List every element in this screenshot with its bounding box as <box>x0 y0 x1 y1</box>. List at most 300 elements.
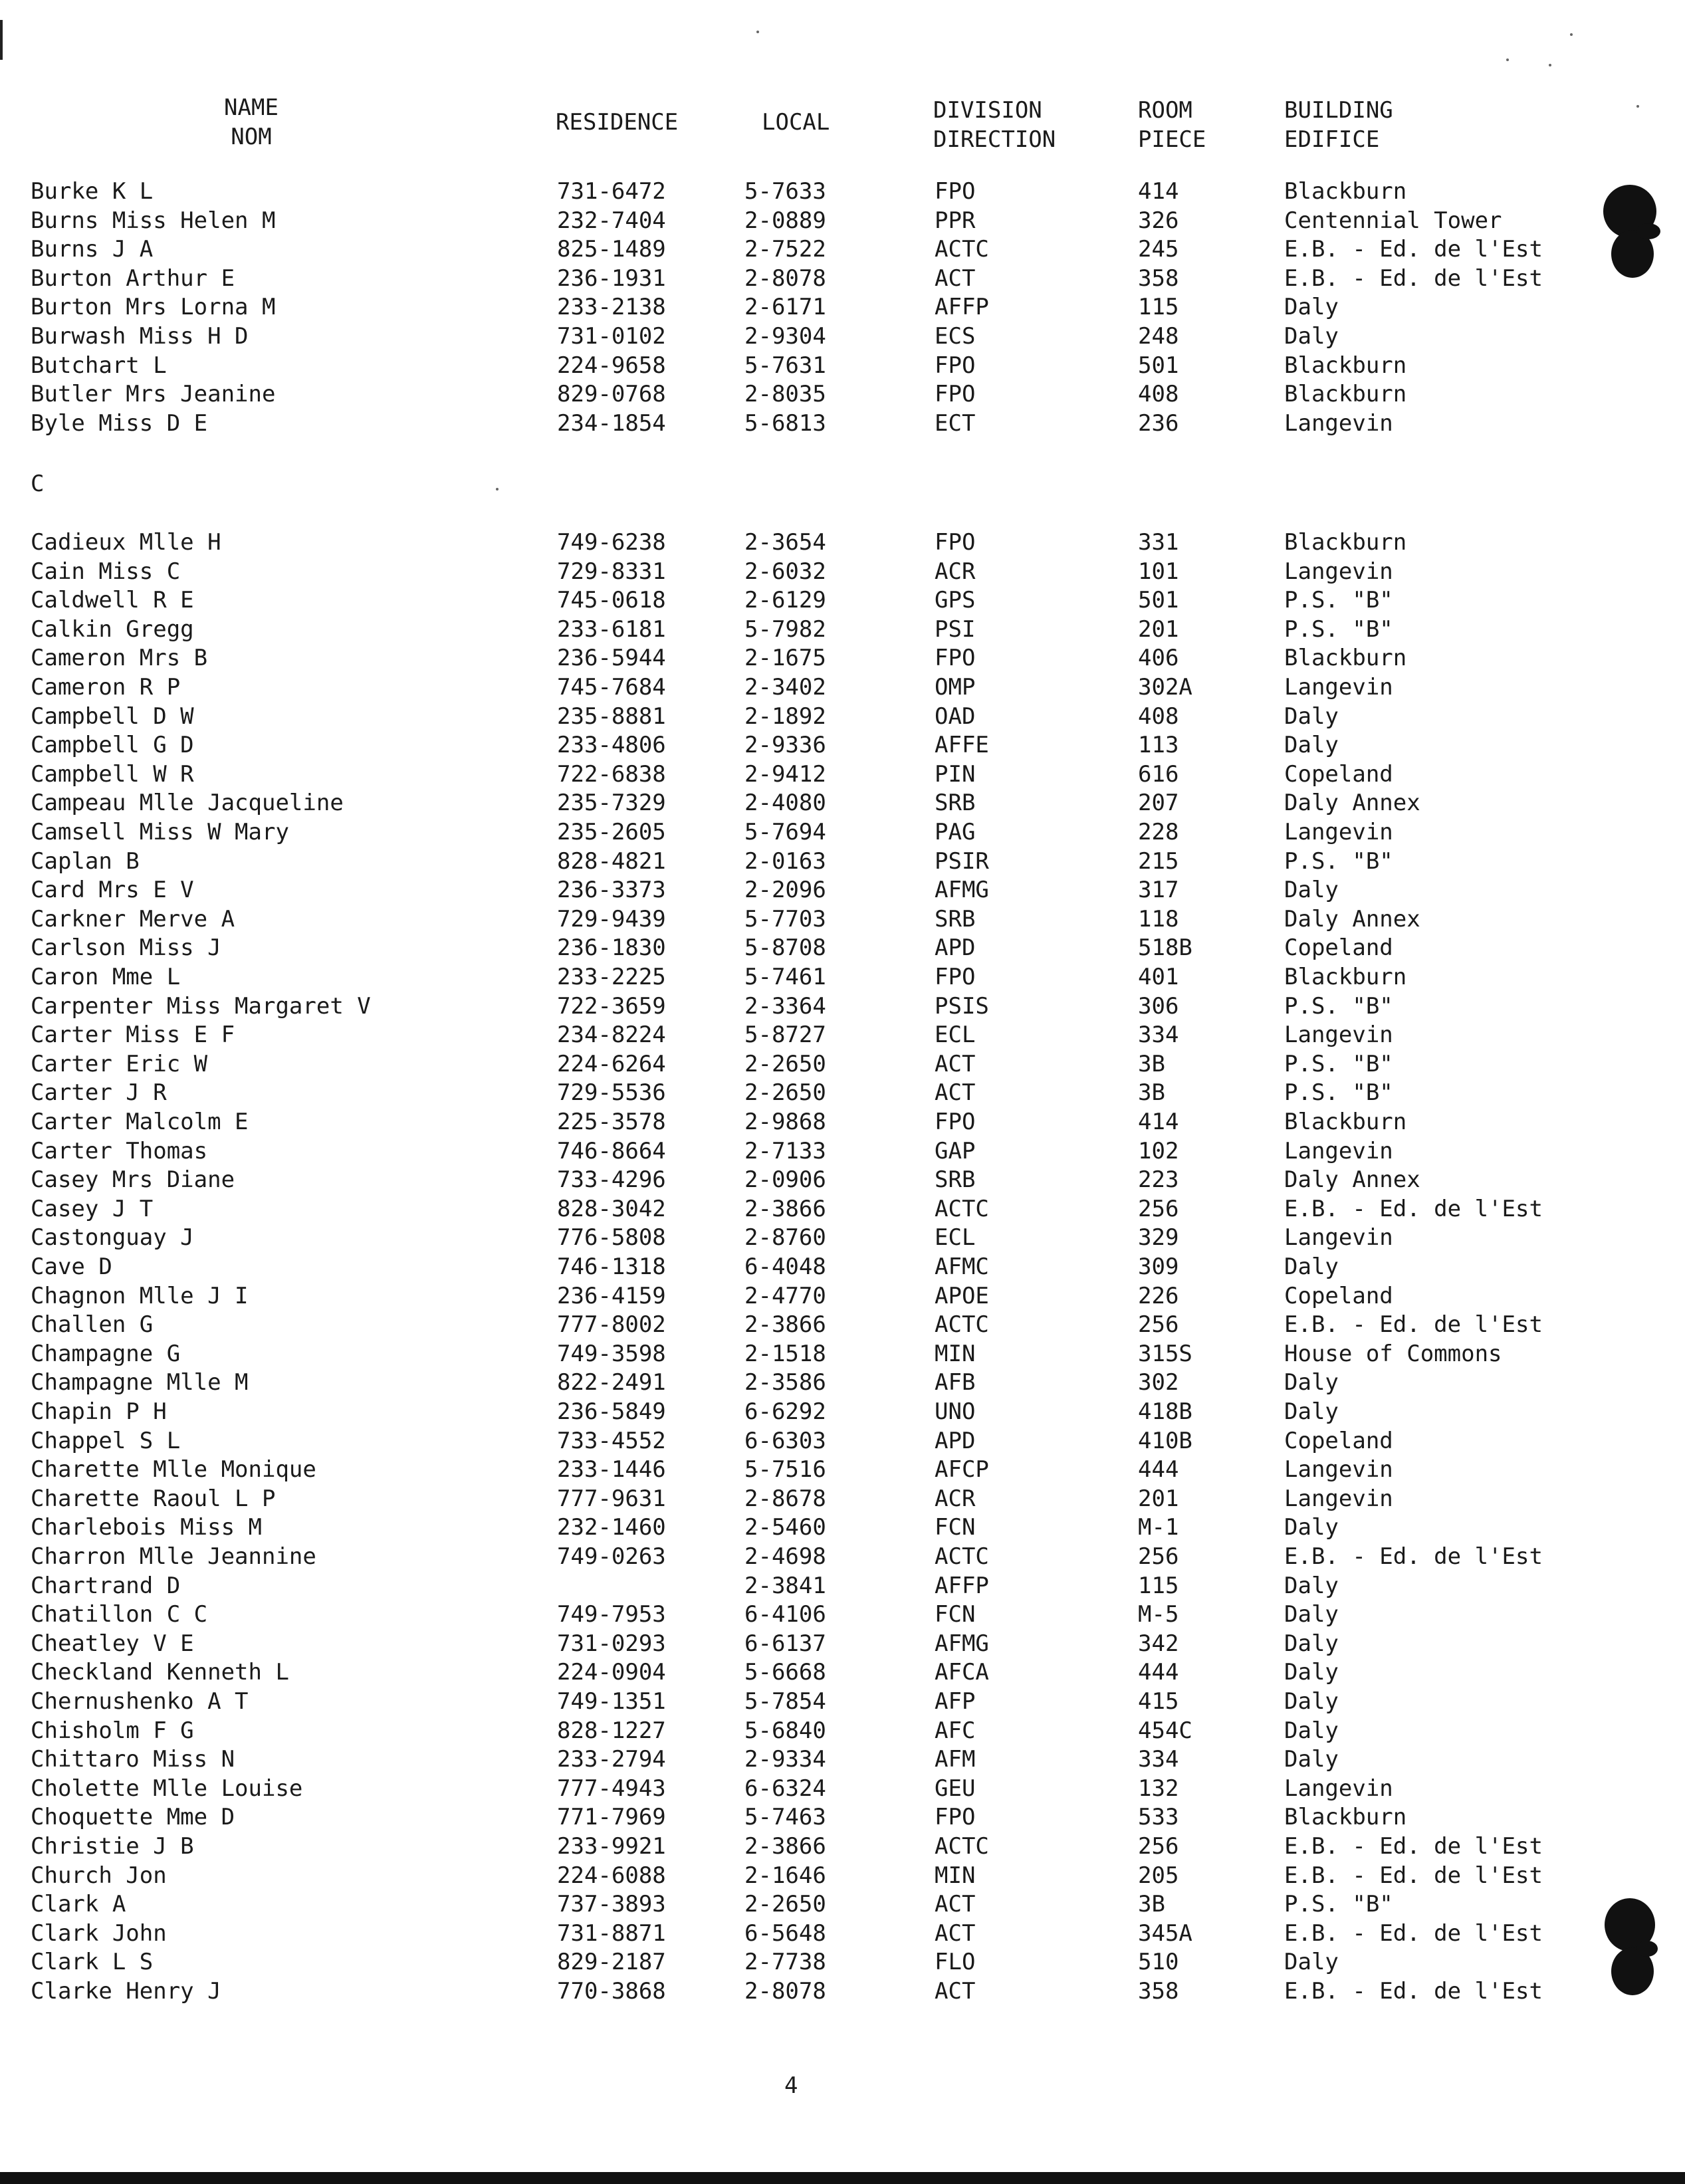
entry-name: Casey J T <box>31 1195 154 1222</box>
entry-name: Clarke Henry J <box>31 1978 221 2005</box>
entry-division: ECL <box>935 1224 976 1252</box>
entry-name: Carlson Miss J <box>31 934 221 962</box>
entry-room: M-5 <box>1138 1601 1179 1628</box>
scan-speck <box>1636 105 1639 108</box>
entry-building: P.S. "B" <box>1284 615 1393 643</box>
entry-room: 132 <box>1138 1775 1179 1802</box>
entry-name: Burwash Miss H D <box>31 323 249 350</box>
entry-building: E.B. - Ed. de l'Est <box>1284 1862 1543 1889</box>
entry-name: Cameron Mrs B <box>31 645 208 672</box>
entry-name: Carter J R <box>31 1079 167 1107</box>
entry-name: Caron Mme L <box>31 964 181 990</box>
entry-local: 2-4698 <box>744 1543 826 1570</box>
entry-name: Clark L S <box>31 1949 154 1976</box>
entry-residence: 737-3893 <box>557 1891 666 1918</box>
entry-residence: 224-0904 <box>557 1659 666 1686</box>
entry-room: 309 <box>1138 1254 1179 1280</box>
entry-building: Blackburn <box>1284 352 1407 379</box>
entry-building: Daly <box>1284 1254 1339 1280</box>
entry-local: 5-6840 <box>744 1717 826 1744</box>
entry-local: 5-8727 <box>744 1022 826 1049</box>
entry-room: 326 <box>1138 207 1179 234</box>
entry-local: 6-6303 <box>744 1427 826 1454</box>
entry-building: Blackburn <box>1284 381 1407 408</box>
entry-room: 401 <box>1138 964 1179 990</box>
entry-name: Burns Miss Helen M <box>31 207 276 234</box>
entry-name: Chartrand D <box>31 1572 181 1599</box>
entry-division: FCN <box>935 1601 976 1628</box>
bottom-scan-bar <box>0 2172 1685 2184</box>
entry-building: Daly <box>1284 703 1339 730</box>
entry-name: Carter Thomas <box>31 1137 208 1164</box>
entry-building: P.S. "B" <box>1284 1079 1393 1107</box>
entry-residence: 722-6838 <box>557 760 666 788</box>
entry-local: 2-2650 <box>744 1050 826 1077</box>
entry-local: 2-3364 <box>744 992 826 1020</box>
entry-division: AFCP <box>935 1456 989 1483</box>
entry-building: Langevin <box>1284 1456 1393 1483</box>
entry-name: Butchart L <box>31 352 167 379</box>
entry-building: Daly <box>1284 877 1339 904</box>
entry-building: Blackburn <box>1284 964 1407 990</box>
entry-residence: 729-5536 <box>557 1079 666 1107</box>
entry-local: 2-2650 <box>744 1079 826 1107</box>
entry-room: 302 <box>1138 1369 1179 1396</box>
entry-room: 414 <box>1138 1109 1179 1135</box>
entry-residence: 235-2605 <box>557 819 666 845</box>
entry-room: 444 <box>1138 1659 1179 1686</box>
entry-room: 118 <box>1138 905 1179 932</box>
entry-local: 2-6032 <box>744 558 826 585</box>
entry-division: ACTC <box>935 1833 989 1860</box>
header-building-fr: EDIFICE <box>1284 126 1380 153</box>
entry-division: FPO <box>935 645 976 672</box>
entry-building: E.B. - Ed. de l'Est <box>1284 1919 1543 1947</box>
header-name-en: NAME <box>224 94 279 121</box>
entry-room: 444 <box>1138 1456 1179 1483</box>
entry-division: AFFP <box>935 1572 989 1599</box>
entry-room: 248 <box>1138 323 1179 350</box>
entry-name: Carter Miss E F <box>31 1022 235 1049</box>
entry-name: Church Jon <box>31 1862 167 1889</box>
entry-residence: 828-3042 <box>557 1195 666 1222</box>
entry-residence: 224-6264 <box>557 1050 666 1077</box>
entry-building: Daly <box>1284 1659 1339 1686</box>
entry-residence: 822-2491 <box>557 1369 666 1396</box>
entry-local: 2-7133 <box>744 1137 826 1164</box>
entry-division: GEU <box>935 1775 976 1802</box>
entry-building: Langevin <box>1284 819 1393 845</box>
entry-name: Champagne G <box>31 1340 181 1367</box>
entry-building: Langevin <box>1284 409 1393 437</box>
entry-room: 3B <box>1138 1891 1165 1918</box>
scan-speck <box>496 488 499 491</box>
entry-name: Charlebois Miss M <box>31 1514 262 1541</box>
entry-local: 2-1518 <box>744 1340 826 1367</box>
entry-building: P.S. "B" <box>1284 847 1393 875</box>
entry-residence: 777-9631 <box>557 1485 666 1512</box>
entry-division: FPO <box>935 964 976 990</box>
entry-building: Copeland <box>1284 760 1393 788</box>
entry-division: ACTC <box>935 236 989 263</box>
entry-local: 5-6813 <box>744 409 826 437</box>
entry-local: 5-7463 <box>744 1804 826 1831</box>
entry-name: Caldwell R E <box>31 587 194 614</box>
entry-name: Burns J A <box>31 236 154 263</box>
entry-residence: 224-6088 <box>557 1862 666 1889</box>
entry-building: Copeland <box>1284 934 1393 962</box>
entry-division: FCN <box>935 1514 976 1541</box>
entry-local: 2-7738 <box>744 1949 826 1976</box>
entry-name: Champagne Mlle M <box>31 1369 249 1396</box>
entry-division: SRB <box>935 905 976 932</box>
entry-division: APD <box>935 934 976 962</box>
entry-name: Carkner Merve A <box>31 905 235 932</box>
entry-division: FPO <box>935 381 976 408</box>
entry-residence: 234-8224 <box>557 1022 666 1049</box>
header-local: LOCAL <box>762 109 830 136</box>
entry-residence: 233-4806 <box>557 732 666 759</box>
entry-building: E.B. - Ed. de l'Est <box>1284 1543 1543 1570</box>
entry-building: Daly <box>1284 294 1339 321</box>
entry-room: 201 <box>1138 615 1179 643</box>
entry-residence: 731-6472 <box>557 178 666 205</box>
entry-local: 5-7633 <box>744 178 826 205</box>
entry-division: OMP <box>935 674 976 701</box>
entry-local: 2-9334 <box>744 1746 826 1773</box>
entry-name: Campeau Mlle Jacqueline <box>31 790 344 817</box>
entry-local: 5-7854 <box>744 1688 826 1715</box>
entry-building: E.B. - Ed. de l'Est <box>1284 1311 1543 1339</box>
entry-room: 501 <box>1138 587 1179 614</box>
entry-room: 415 <box>1138 1688 1179 1715</box>
entry-division: AFFE <box>935 732 989 759</box>
entry-local: 2-0889 <box>744 207 826 234</box>
entry-division: ECL <box>935 1022 976 1049</box>
entry-building: Daly Annex <box>1284 790 1420 817</box>
header-building-en: BUILDING <box>1284 97 1393 124</box>
scan-edge-mark <box>0 20 3 60</box>
entry-building: Daly <box>1284 1630 1339 1657</box>
entry-name: Castonguay J <box>31 1224 194 1252</box>
entry-residence: 236-1830 <box>557 934 666 962</box>
entry-room: 256 <box>1138 1195 1179 1222</box>
entry-building: Langevin <box>1284 1775 1393 1802</box>
entry-local: 2-8035 <box>744 381 826 408</box>
entry-division: ACTC <box>935 1543 989 1570</box>
entry-building: Langevin <box>1284 558 1393 585</box>
entry-room: 205 <box>1138 1862 1179 1889</box>
entry-division: ACT <box>935 1891 976 1918</box>
entry-division: AFMG <box>935 877 989 904</box>
entry-name: Burton Arthur E <box>31 265 235 292</box>
entry-building: Copeland <box>1284 1282 1393 1309</box>
entry-residence: 749-1351 <box>557 1688 666 1715</box>
entry-residence: 828-4821 <box>557 847 666 875</box>
entry-residence: 776-5808 <box>557 1224 666 1252</box>
entry-residence: 233-2794 <box>557 1746 666 1773</box>
entry-local: 2-2096 <box>744 877 826 904</box>
entry-residence: 749-6238 <box>557 529 666 556</box>
entry-building: P.S. "B" <box>1284 1050 1393 1077</box>
header-room-en: ROOM <box>1138 97 1192 124</box>
entry-building: Blackburn <box>1284 529 1407 556</box>
entry-local: 2-1675 <box>744 645 826 672</box>
entry-room: 510 <box>1138 1949 1179 1976</box>
entry-local: 5-7631 <box>744 352 826 379</box>
entry-division: ACR <box>935 1485 976 1512</box>
entry-residence: 232-1460 <box>557 1514 666 1541</box>
entry-building: Centennial Tower <box>1284 207 1502 234</box>
entry-local: 2-0906 <box>744 1166 826 1194</box>
entry-division: AFMG <box>935 1630 989 1657</box>
entry-residence: 235-7329 <box>557 790 666 817</box>
entry-division: MIN <box>935 1862 976 1889</box>
entry-division: PSI <box>935 615 976 643</box>
entry-local: 2-8078 <box>744 1978 826 2005</box>
entry-local: 5-7982 <box>744 615 826 643</box>
entry-room: 201 <box>1138 1485 1179 1512</box>
entry-residence: 236-1931 <box>557 265 666 292</box>
entry-room: 302A <box>1138 674 1192 701</box>
entry-division: APOE <box>935 1282 989 1309</box>
entry-building: Daly Annex <box>1284 905 1420 932</box>
entry-room: 501 <box>1138 352 1179 379</box>
entry-room: 358 <box>1138 1978 1179 2005</box>
entry-building: Daly <box>1284 1717 1339 1744</box>
entry-division: AFC <box>935 1717 976 1744</box>
entry-building: P.S. "B" <box>1284 587 1393 614</box>
entry-name: Clark John <box>31 1919 167 1947</box>
entry-residence: 233-2138 <box>557 294 666 321</box>
entry-room: 358 <box>1138 265 1179 292</box>
entry-building: Daly <box>1284 732 1339 759</box>
scan-speck <box>1549 64 1551 66</box>
entry-local: 2-2650 <box>744 1891 826 1918</box>
entry-division: PIN <box>935 760 976 788</box>
entry-division: PPR <box>935 207 976 234</box>
entry-name: Checkland Kenneth L <box>31 1659 289 1686</box>
entry-building: Blackburn <box>1284 1109 1407 1135</box>
entry-residence: 232-7404 <box>557 207 666 234</box>
header-room <box>1138 96 1206 154</box>
entry-room: 315S <box>1138 1340 1192 1367</box>
entry-residence: 829-0768 <box>557 381 666 408</box>
entry-division: ACTC <box>935 1195 989 1222</box>
entry-room: M-1 <box>1138 1514 1179 1541</box>
entry-name: Burke K L <box>31 178 154 205</box>
entry-residence: 746-8664 <box>557 1137 666 1164</box>
entry-local: 2-7522 <box>744 236 826 263</box>
entry-division: FPO <box>935 352 976 379</box>
entry-division: FPO <box>935 529 976 556</box>
entry-residence: 731-0102 <box>557 323 666 350</box>
entry-residence: 233-6181 <box>557 615 666 643</box>
entry-building: Daly Annex <box>1284 1166 1420 1194</box>
entry-name: Cadieux Mlle H <box>31 529 221 556</box>
entry-residence: 224-9658 <box>557 352 666 379</box>
entry-division: PSIS <box>935 992 989 1020</box>
entry-residence: 733-4552 <box>557 1427 666 1454</box>
entry-room: 226 <box>1138 1282 1179 1309</box>
entry-room: 410B <box>1138 1427 1192 1454</box>
entry-local: 2-5460 <box>744 1514 826 1541</box>
entry-name: Cholette Mlle Louise <box>31 1775 303 1802</box>
entry-division: FPO <box>935 1109 976 1135</box>
entry-local: 2-3866 <box>744 1195 826 1222</box>
entry-room: 245 <box>1138 236 1179 263</box>
entry-room: 616 <box>1138 760 1179 788</box>
entry-division: ECT <box>935 409 976 437</box>
entry-room: 329 <box>1138 1224 1179 1252</box>
entry-building: Langevin <box>1284 1137 1393 1164</box>
entry-building: House of Commons <box>1284 1340 1502 1367</box>
entry-local: 2-9868 <box>744 1109 826 1135</box>
entry-local: 6-4106 <box>744 1601 826 1628</box>
entry-name: Calkin Gregg <box>31 615 194 643</box>
entry-local: 5-7516 <box>744 1456 826 1483</box>
entry-name: Carter Eric W <box>31 1050 208 1077</box>
entry-division: PSIR <box>935 847 989 875</box>
entry-building: Daly <box>1284 1398 1339 1425</box>
entry-division: ACTC <box>935 1311 989 1339</box>
entry-building: Copeland <box>1284 1427 1393 1454</box>
entry-local: 2-3654 <box>744 529 826 556</box>
entry-name: Campbell G D <box>31 732 194 759</box>
entry-residence: 770-3868 <box>557 1978 666 2005</box>
entry-room: 256 <box>1138 1311 1179 1339</box>
entry-name: Byle Miss D E <box>31 409 208 437</box>
entry-residence: 825-1489 <box>557 236 666 263</box>
entry-residence: 236-4159 <box>557 1282 666 1309</box>
entry-room: 334 <box>1138 1022 1179 1049</box>
entry-building: Blackburn <box>1284 178 1407 205</box>
entry-name: Challen G <box>31 1311 154 1339</box>
entry-local: 6-6292 <box>744 1398 826 1425</box>
entry-local: 2-3402 <box>744 674 826 701</box>
entry-room: 454C <box>1138 1717 1192 1744</box>
entry-room: 408 <box>1138 381 1179 408</box>
entry-residence: 777-4943 <box>557 1775 666 1802</box>
entry-residence: 236-5944 <box>557 645 666 672</box>
entry-name: Cameron R P <box>31 674 181 701</box>
header-residence: RESIDENCE <box>556 109 679 136</box>
entry-division: AFP <box>935 1688 976 1715</box>
entry-local: 2-4770 <box>744 1282 826 1309</box>
entry-name: Chagnon Mlle J I <box>31 1282 249 1309</box>
entry-local: 2-3841 <box>744 1572 826 1599</box>
entry-room: 334 <box>1138 1746 1179 1773</box>
entry-name: Choquette Mme D <box>31 1804 235 1831</box>
section-letter-c: C <box>31 471 45 497</box>
entry-building: E.B. - Ed. de l'Est <box>1284 1978 1543 2005</box>
entry-building: Daly <box>1284 1601 1339 1628</box>
entry-name: Butler Mrs Jeanine <box>31 381 276 408</box>
entry-room: 256 <box>1138 1833 1179 1860</box>
entry-division: ACR <box>935 558 976 585</box>
entry-room: 3B <box>1138 1079 1165 1107</box>
entry-room: 345A <box>1138 1919 1192 1947</box>
entry-division: ACT <box>935 1919 976 1947</box>
entry-division: AFMC <box>935 1254 989 1280</box>
entry-division: AFFP <box>935 294 989 321</box>
entry-local: 2-0163 <box>744 847 826 875</box>
entry-name: Chittaro Miss N <box>31 1746 235 1773</box>
entry-name: Clark A <box>31 1891 126 1918</box>
entry-name: Camsell Miss W Mary <box>31 819 289 845</box>
entry-division: SRB <box>935 790 976 817</box>
entry-name: Chisholm F G <box>31 1717 194 1744</box>
entry-local: 6-4048 <box>744 1254 826 1280</box>
entry-name: Campbell D W <box>31 703 194 730</box>
entry-room: 113 <box>1138 732 1179 759</box>
entry-division: AFM <box>935 1746 976 1773</box>
entry-local: 2-3866 <box>744 1311 826 1339</box>
entry-room: 408 <box>1138 703 1179 730</box>
entry-local: 2-8678 <box>744 1485 826 1512</box>
entry-building: Langevin <box>1284 1022 1393 1049</box>
entry-local: 5-6668 <box>744 1659 826 1686</box>
entry-name: Cain Miss C <box>31 558 181 585</box>
entry-residence: 236-3373 <box>557 877 666 904</box>
entry-name: Carter Malcolm E <box>31 1109 249 1135</box>
entry-building: E.B. - Ed. de l'Est <box>1284 1195 1543 1222</box>
entry-division: FPO <box>935 178 976 205</box>
entry-local: 2-1646 <box>744 1862 826 1889</box>
entry-room: 306 <box>1138 992 1179 1020</box>
entry-building: Daly <box>1284 1514 1339 1541</box>
entry-division: FPO <box>935 1804 976 1831</box>
entry-room: 228 <box>1138 819 1179 845</box>
entry-division: ECS <box>935 323 976 350</box>
scan-speck <box>1570 33 1573 36</box>
entry-room: 236 <box>1138 409 1179 437</box>
entry-building: P.S. "B" <box>1284 992 1393 1020</box>
entry-residence: 828-1227 <box>557 1717 666 1744</box>
page-number: 4 <box>784 2072 798 2099</box>
entry-room: 223 <box>1138 1166 1179 1194</box>
entry-residence: 829-2187 <box>557 1949 666 1976</box>
entry-residence: 745-0618 <box>557 587 666 614</box>
entry-name: Chatillon C C <box>31 1601 208 1628</box>
entry-residence: 749-0263 <box>557 1543 666 1570</box>
scan-speck <box>756 31 759 33</box>
entry-division: APD <box>935 1427 976 1454</box>
entry-residence: 729-8331 <box>557 558 666 585</box>
entry-local: 2-8760 <box>744 1224 826 1252</box>
entry-name: Burton Mrs Lorna M <box>31 294 276 321</box>
entry-division: UNO <box>935 1398 976 1425</box>
entry-residence: 233-9921 <box>557 1833 666 1860</box>
entry-name: Charron Mlle Jeannine <box>31 1543 316 1570</box>
entry-division: SRB <box>935 1166 976 1194</box>
entry-local: 2-6129 <box>744 587 826 614</box>
entry-local: 2-4080 <box>744 790 826 817</box>
entry-division: OAD <box>935 703 976 730</box>
entry-residence: 236-5849 <box>557 1398 666 1425</box>
header-name-fr: NOM <box>231 124 272 150</box>
entry-name: Chapin P H <box>31 1398 167 1425</box>
scan-speck <box>1506 58 1509 61</box>
entry-room: 256 <box>1138 1543 1179 1570</box>
header-division-en: DIVISION <box>933 97 1042 124</box>
entry-residence: 225-3578 <box>557 1109 666 1135</box>
entry-building: Langevin <box>1284 1485 1393 1512</box>
entry-room: 3B <box>1138 1050 1165 1077</box>
entry-residence: 771-7969 <box>557 1804 666 1831</box>
header-division <box>933 96 1056 154</box>
entry-building: Daly <box>1284 1688 1339 1715</box>
